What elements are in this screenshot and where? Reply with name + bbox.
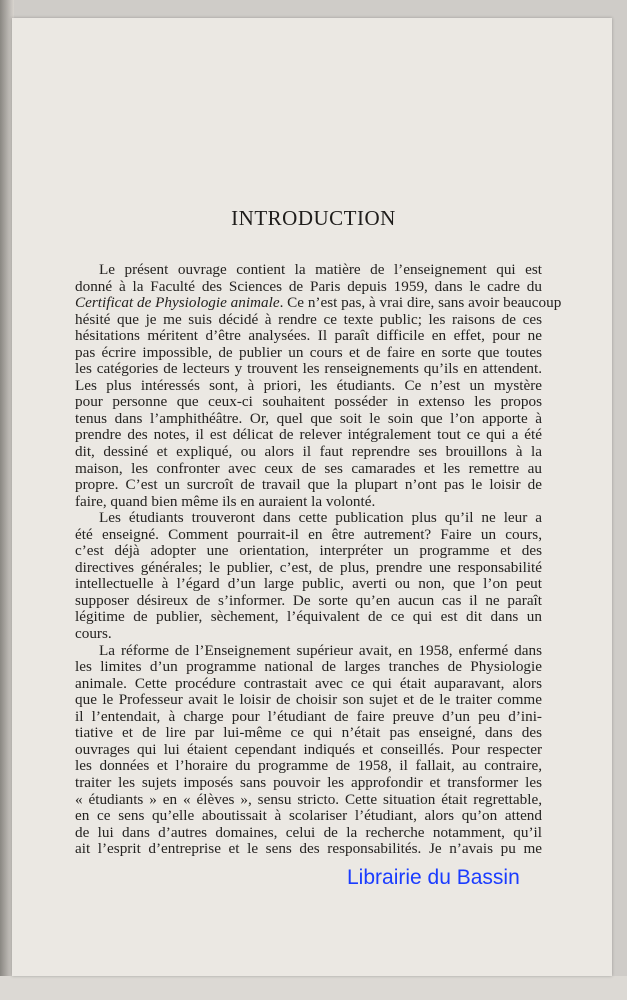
italic-title: Certificat de Physiologie animale [75, 294, 280, 312]
text-line: les données et l’horaire du programme de 1958, il fallait, au contraire, [75, 757, 542, 775]
text-line: hésité que je me suis décidé à rendre ce texte public; les raisons de ces [75, 310, 542, 328]
text-line: directives générales; le publier, c’est, de plus, prendre une responsabilité [75, 558, 542, 576]
text-line: La réforme de l’Enseignement supérieur avait, en 1958, enfermé dans [99, 641, 542, 659]
paragraph [75, 510, 542, 642]
text-line: Le présent ouvrage contient la matière de l’enseignement qui est [99, 261, 542, 278]
text-line: de lui dans d’autres domaines, celui de la recherche notamment, qu’il [75, 823, 542, 841]
text-line: pour personne que ceux-ci souhaitent posséder in extenso les propos [75, 393, 542, 411]
text-line: Les étudiants trouveront dans cette publication plus qu’il ne leur a [99, 509, 542, 527]
text-line: cours. [75, 625, 112, 643]
text-line: en ce sens qu’elle aboutissait à scolariser l’étudiant, alors qu’on attend [75, 807, 542, 825]
paragraph [75, 643, 542, 858]
paragraph [75, 261, 562, 510]
chapter-title: INTRODUCTION [231, 206, 396, 230]
page-stack-edge [0, 976, 627, 1000]
text-line: prendre des notes, il est délicat de relever intégralement tout ce qui a été [75, 426, 542, 444]
text-line: intellectuelle à l’égard d’un large public, averti ou non, que l’on peut [75, 575, 542, 593]
text-line: animale. Cette procédure contrastait avec ce qui était auparavant, alors [75, 674, 542, 692]
text-line: Certificat de Physiologie animale. Ce n’est pas, à vrai dire, sans avoir beaucoup [75, 294, 562, 312]
text-line: pas écrire impossible, de publier un cours et de faire en sorte que toutes [75, 343, 542, 361]
text-line: faire, quand bien même ils en auraient la volonté. [75, 492, 376, 510]
text-line: donné à la Faculté des Sciences de Paris depuis 1959, dans le cadre du [75, 277, 542, 295]
text-line: c’est déjà adopter une orientation, interpréter un programme et des [75, 542, 542, 560]
text-line: que le Professeur avait le loisir de choisir son sujet et de le traiter comme [75, 691, 542, 709]
body-text [75, 261, 562, 858]
text-line: hésitations méritent d’être analysées. Il paraît difficile en effet, pour ne [75, 327, 542, 345]
text-line: traiter les sujets imposés sans pouvoir les approfondir et transformer les [75, 773, 542, 791]
watermark: Librairie du Bassin [347, 866, 520, 889]
text-line: ait l’esprit d’entreprise et le sens des responsabilités. Je n’avais pu me [75, 840, 542, 858]
text-line: Les plus intéressés sont, à priori, les étudiants. Ce n’est un mystère [75, 376, 542, 394]
text-line: légitime de publier, sèchement, l’équivalent de ce qui est dit dans un [75, 608, 542, 626]
text-line: supposer désireux de s’informer. De sorte qu’en aucun cas il ne paraît [75, 591, 542, 609]
text-line: les limites d’un programme national de larges tranches de Physiologie [75, 658, 542, 676]
text-line: tenus dans l’amphithéâtre. Or, quel que soit le soin que l’on apporte à [75, 409, 542, 427]
text-line: maison, les confronter avec ceux de ses camarades et les remettre au [75, 459, 542, 477]
text-line: les catégories de lecteurs y trouvent les renseignements qu’ils en attendent. [75, 360, 542, 378]
text-line: il l’entendait, à charge pour l’étudiant de faire preuve d’un peu d’ini- [75, 707, 542, 725]
text-line: « étudiants » en « élèves », sensu stricto. Cette situation était regrettable, [75, 790, 542, 808]
text-line: tiative et de lire par lui-même ce qui n’était pas enseigné, dans des [75, 724, 542, 742]
text-line: dit, dessiné et expliqué, ou alors il faut reprendre ses brouillons à la [75, 443, 542, 461]
text-line: été enseigné. Comment pourrait-il en être autrement? Faire un cours, [75, 525, 542, 543]
text-line: ouvrages qui lui étaient cependant indiqués et conseillés. Pour respecter [75, 740, 542, 758]
text-line: propre. C’est un surcroît de travail que la plupart n’ont pas le loisir de [75, 476, 542, 494]
